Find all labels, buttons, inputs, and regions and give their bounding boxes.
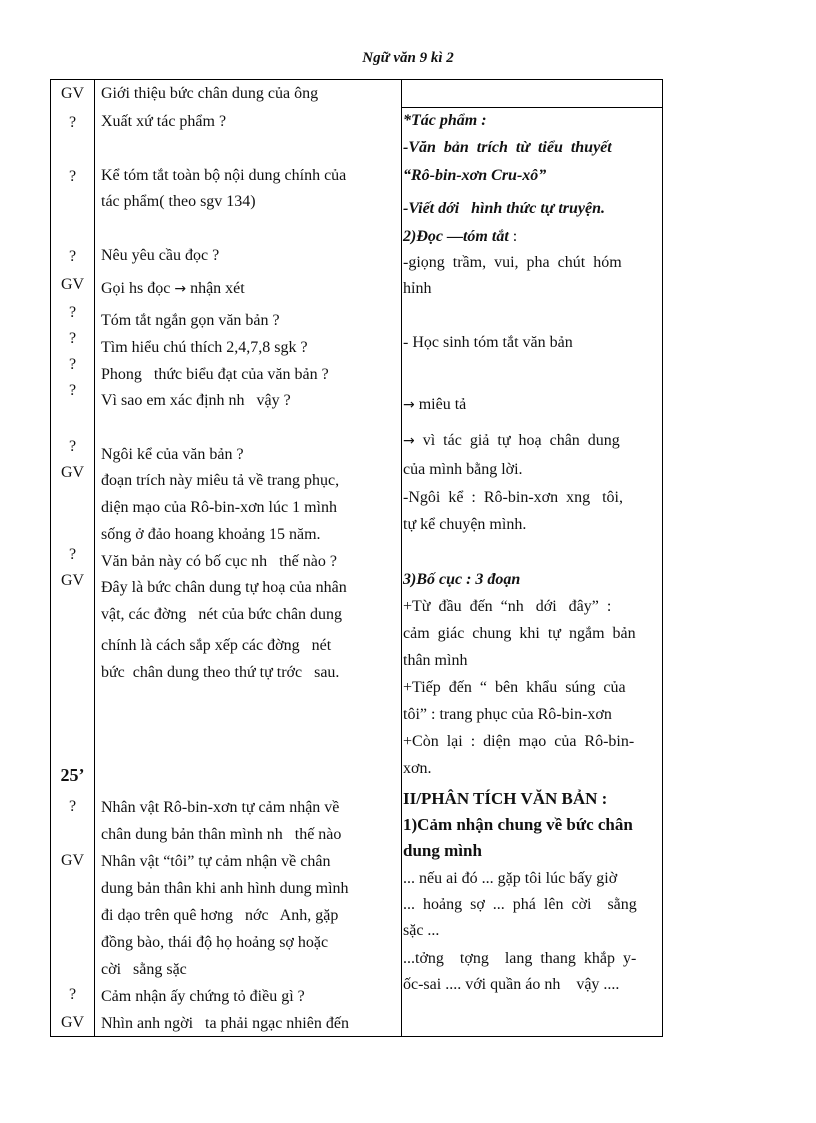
row-marker: GV (60, 572, 85, 589)
heading-text: 2)Đọc —tóm tắt (403, 228, 509, 245)
content-line: -Văn bản trích từ tiểu thuyết (403, 139, 612, 156)
activity-line: Giới thiệu bức chân dung của ông (101, 85, 319, 102)
row-marker: 25’ (60, 765, 85, 785)
content-line: cảm giác chung khi tự ngắm bản (403, 625, 636, 642)
content-line: +Còn lại : diện mạo của Rô-bin- (403, 733, 635, 750)
activity-text: Gọi hs đọc (101, 280, 175, 297)
row-marker: GV (60, 85, 85, 102)
content-line: -Viết dới hình thức tự truyện. (403, 200, 606, 217)
row-marker: GV (60, 1014, 85, 1031)
page-header: Ngữ văn 9 kì 2 (362, 50, 454, 66)
content-line: -giọng trầm, vui, pha chút hóm (403, 254, 622, 271)
content-line: -Ngôi kể : Rô-bin-xơn xng tôi, (403, 489, 623, 506)
activity-line (101, 275, 391, 303)
section-heading: 1)Cảm nhận chung về bức chân (403, 815, 633, 834)
activity-line: Nhân vật “tôi” tự cảm nhận về chân (101, 853, 331, 870)
section-heading: dung mình (403, 841, 482, 860)
content-text: miêu tả (414, 396, 467, 413)
activity-line: diện mạo của Rô-bin-xơn lúc 1 mình (101, 499, 337, 516)
row-marker: GV (60, 852, 85, 869)
arrow-icon: → (403, 433, 415, 449)
activity-text: nhận xét (186, 280, 245, 297)
content-line: ốc-sai .... với quần áo nh vậy .... (403, 976, 620, 993)
row-marker: ? (68, 798, 77, 815)
heading-text: : (508, 228, 518, 245)
activity-line: cời sằng sặc (101, 961, 187, 978)
row-marker: ? (68, 114, 77, 131)
content-line: xơn. (403, 760, 432, 777)
row-marker: ? (68, 546, 77, 563)
activity-line: bức chân dung theo thứ tự trớc sau. (101, 664, 340, 681)
row-marker: ? (68, 248, 77, 265)
content-line: của mình bằng lời. (403, 461, 523, 478)
row-marker: ? (68, 382, 77, 399)
activity-line: Xuất xứ tác phẩm ? (101, 113, 227, 130)
content-line: sặc ... (403, 922, 440, 939)
row-marker: ? (68, 168, 77, 185)
activity-line: đoạn trích này miêu tả về trang phục, (101, 472, 340, 489)
content-line: hỉnh (403, 280, 432, 297)
row-marker: ? (68, 304, 77, 321)
activity-column (95, 80, 393, 1036)
content-line (403, 392, 661, 418)
activity-line: Văn bản này có bố cục nh thế nào ? (101, 553, 337, 570)
lesson-table (50, 79, 663, 1037)
activity-line: Nhìn anh ngời ta phải ngạc nhiên đến (101, 1015, 349, 1032)
activity-line: tác phẩm( theo sgv 134) (101, 193, 256, 210)
marker-column (51, 80, 94, 1036)
activity-line: Nhân vật Rô-bin-xơn tự cảm nhận về (101, 799, 340, 816)
activity-line: Phong thức biểu đạt của văn bản ? (101, 366, 329, 383)
activity-line: chân dung bản thân mình nh thế nào (101, 826, 342, 843)
content-line: ... hoảng sợ ... phá lên cời sằng (403, 896, 637, 913)
content-text: vì tác giả tự hoạ chân dung (414, 432, 620, 449)
activity-line: sống ở đảo hoang khoảng 15 năm. (101, 526, 321, 543)
activity-line: dung bản thân khi anh hình dung mình (101, 880, 349, 897)
row-marker: ? (68, 986, 77, 1003)
content-line: - Học sinh tóm tắt văn bản (403, 334, 573, 351)
activity-line: đồng bào, thái độ họ hoảng sợ hoặc (101, 934, 329, 951)
content-line: tự kể chuyện mình. (403, 516, 527, 533)
column-divider (401, 80, 402, 1036)
row-marker: ? (68, 438, 77, 455)
arrow-icon: → (174, 281, 187, 297)
content-line: +Từ đầu đến “nh dới đây” : (403, 598, 612, 615)
content-line: thân mình (403, 652, 468, 669)
activity-line: chính là cách sắp xếp các đờng nét (101, 637, 332, 654)
content-line: “Rô-bin-xơn Cru-xô” (403, 167, 547, 184)
content-line: ...tởng tợng lang thang khắp y- (403, 950, 637, 967)
activity-line: Vì sao em xác định nh vậy ? (101, 392, 291, 409)
activity-line: Tóm tắt ngắn gọn văn bản ? (101, 312, 280, 329)
row-marker: ? (68, 330, 77, 347)
activity-line: Nêu yêu cầu đọc ? (101, 247, 220, 264)
row-marker: GV (60, 276, 85, 293)
activity-line: vật, các đờng nét của bức chân dung (101, 606, 343, 623)
content-line: +Tiếp đến “ bên khẩu súng của (403, 679, 626, 696)
activity-line: Đây là bức chân dung tự hoạ của nhân (101, 579, 347, 596)
content-line (403, 428, 661, 454)
section-heading (403, 224, 661, 250)
activity-line: đi dạo trên quê hơng nớc Anh, gặp (101, 907, 339, 924)
row-marker: ? (68, 356, 77, 373)
activity-line: Kể tóm tắt toàn bộ nội dung chính của (101, 167, 347, 184)
section-heading: *Tác phẩm : (403, 112, 487, 129)
row-marker: GV (60, 464, 85, 481)
content-line: ... nếu ai đó ... gặp tôi lúc bấy giờ (403, 870, 618, 887)
section-heading: 3)Bố cục : 3 đoạn (403, 571, 521, 588)
activity-line: Ngôi kể của văn bản ? (101, 446, 244, 463)
activity-line: Cảm nhận ấy chứng tỏ điều gì ? (101, 988, 305, 1005)
section-heading: II/PHÂN TÍCH VĂN BẢN : (403, 789, 608, 808)
content-line: tôi” : trang phục của Rô-bin-xơn (403, 706, 612, 723)
content-column (403, 80, 661, 1036)
arrow-icon: → (403, 397, 415, 413)
activity-line: Tìm hiểu chú thích 2,4,7,8 sgk ? (101, 339, 308, 356)
